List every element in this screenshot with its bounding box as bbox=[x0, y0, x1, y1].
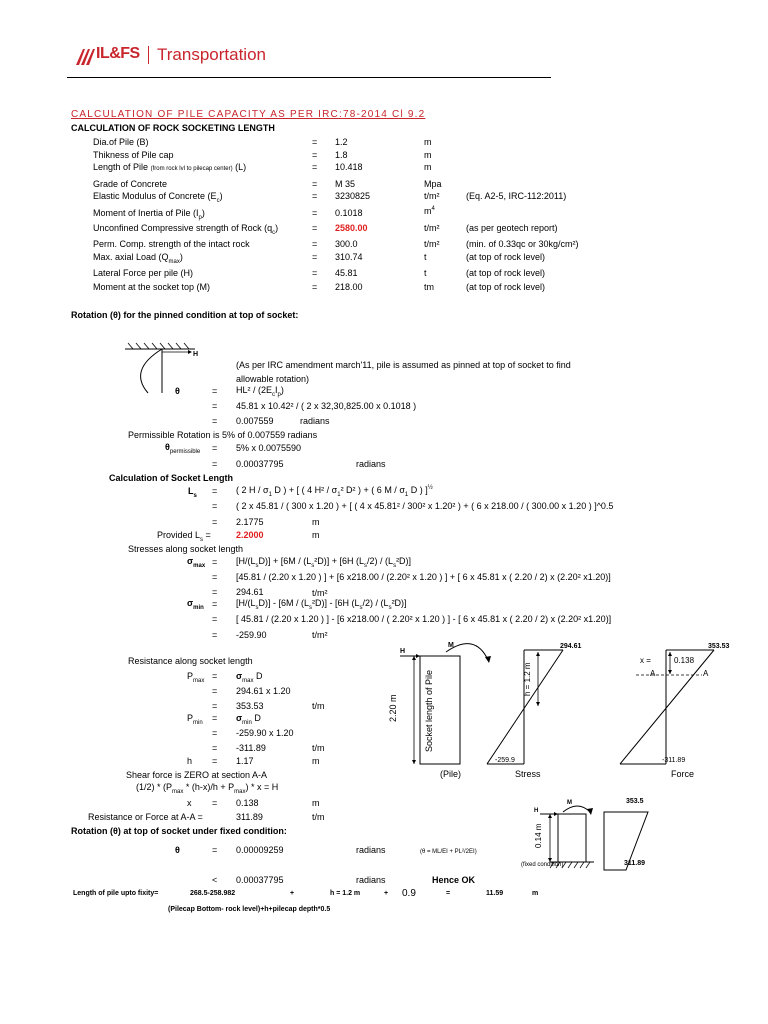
force-x-text: x = bbox=[640, 656, 651, 665]
param-eq: = bbox=[312, 223, 318, 233]
param-unit: $m^4$ bbox=[424, 206, 435, 216]
perm-formula: 5% x 0.0075590 bbox=[236, 443, 302, 453]
smin-label: $\sigma_{min}$ bbox=[187, 598, 204, 611]
param-value: M 35 bbox=[335, 179, 356, 189]
logo-subtext: Transportation bbox=[157, 45, 266, 64]
param-unit: t/m² bbox=[424, 223, 440, 233]
stress-bottom-value: -259.9 bbox=[495, 757, 515, 764]
param-eq: = bbox=[312, 191, 318, 201]
smin-formula: $[H/(L_sD)] - [6M / (L_s^2D)] - [6H$ $(L_s/2) / (L_s^2D)$] bbox=[236, 598, 407, 611]
theta-permissible-label: $\theta_{permissible}$ bbox=[165, 442, 201, 455]
socket-heading: Calculation of Socket Length bbox=[109, 473, 234, 483]
pmax-result: 353.53 bbox=[236, 701, 264, 711]
pile-caption: (Pile) bbox=[440, 769, 462, 779]
theta-symbol: θ bbox=[175, 386, 180, 396]
param-note: (as per geotech report) bbox=[466, 223, 558, 233]
rotation-substitution: 45.81 x 10.42² / ( 2 x 32,30,825.00 x 0.1018 ) bbox=[236, 401, 417, 411]
eq-sign: = bbox=[212, 630, 218, 640]
fixity-note: (Pilecap Bottom- rock level)+h+pilecap depth*0.5 bbox=[168, 906, 331, 913]
fixity-add: 0.9 bbox=[402, 888, 416, 899]
h-unit: m bbox=[312, 756, 320, 766]
param-value: 10.418 bbox=[335, 162, 363, 172]
smax-result: 294.61 bbox=[236, 587, 264, 597]
pmax-formula: $\sigma_{max}$ D bbox=[236, 671, 263, 684]
resistance-heading: Resistance along socket length bbox=[128, 656, 253, 666]
raa-label: Resistance or Force at A-A = bbox=[88, 812, 203, 822]
pmax-substitution: 294.61 x 1.20 bbox=[236, 686, 291, 696]
smin-unit: t/m² bbox=[312, 630, 328, 640]
fig-H-label: H bbox=[193, 351, 199, 358]
pmin-unit: t/m bbox=[312, 743, 325, 753]
param-eq: = bbox=[312, 282, 318, 292]
param-unit: m bbox=[424, 137, 432, 147]
stress-caption: Stress bbox=[515, 769, 541, 779]
perm-result: 0.00037795 bbox=[236, 459, 284, 469]
param-note: (at top of rock level) bbox=[466, 282, 546, 292]
raa-value: 311.89 bbox=[236, 812, 263, 822]
section-subtitle: CALCULATION OF ROCK SOCKETING LENGTH bbox=[71, 123, 275, 133]
stresses-heading: Stresses along socket length bbox=[128, 544, 244, 554]
param-unit: tm bbox=[424, 282, 434, 292]
perm-compare-unit: radians bbox=[356, 875, 386, 885]
eq-sign: = bbox=[212, 416, 218, 426]
param-eq: = bbox=[312, 252, 318, 262]
eq-sign: = bbox=[212, 443, 218, 453]
param-eq: = bbox=[312, 162, 318, 172]
force-A-right: A bbox=[703, 669, 709, 678]
pile-socket-text: Socket length of Pile bbox=[424, 669, 434, 752]
socket-formula: ( 2 H / $\sigma_1$ D ) + [ ( 4 $H^2 / \sigma_1^2$ D² ) + ( 6 M / $\sigma_1$ D ) ]$^{\frac{1}{2}}$ bbox=[236, 485, 433, 498]
force-diagram bbox=[620, 650, 714, 764]
fixed-heading: Rotation (θ) at top of socket under fixed condition: bbox=[71, 826, 287, 836]
pmin-result: -311.89 bbox=[236, 743, 266, 753]
param-note: (Eq. A2-5, IRC-112:2011) bbox=[466, 191, 567, 201]
rotation-result: 0.007559 bbox=[236, 416, 274, 426]
fixed-top-value: 353.5 bbox=[626, 798, 644, 805]
smax-label: $\sigma_{max}$ bbox=[187, 556, 206, 569]
pmin-substitution: -259.90 x 1.20 bbox=[236, 728, 294, 738]
provided-ls-value: 2.2000 bbox=[236, 530, 264, 540]
smax-formula: $[H/(L_sD)] + [6M / (L_s^2D)] + [6H$ $(L_s/2) / (L_s^2D)$] bbox=[236, 556, 412, 569]
param-value: 310.74 bbox=[335, 252, 363, 262]
fixed-M-label: M bbox=[567, 800, 572, 806]
param-value: 45.81 bbox=[335, 268, 358, 278]
eq-sign: = bbox=[212, 557, 218, 567]
lt-sign: < bbox=[212, 875, 218, 885]
eq-sign: = bbox=[212, 845, 218, 855]
eq-sign: = bbox=[212, 713, 218, 723]
fixity-expr: 268.5-258.982 bbox=[190, 890, 236, 897]
rotation-note-2: allowable rotation) bbox=[236, 374, 310, 384]
eq-sign: = bbox=[212, 501, 218, 511]
raa-unit: t/m bbox=[312, 812, 325, 822]
perm-unit: radians bbox=[356, 459, 386, 469]
eq-sign: = bbox=[212, 686, 218, 696]
param-value: 0.1018 bbox=[335, 208, 363, 218]
rotation-unit: radians bbox=[300, 416, 330, 426]
pile-diagram bbox=[400, 644, 491, 764]
pmax-unit: t/m bbox=[312, 701, 325, 711]
logo-text: IL&FS bbox=[96, 45, 140, 62]
fixed-formula-note: (θ = ML/EI + PL²/2EI) bbox=[420, 849, 477, 855]
socket-result: 2.1775 bbox=[236, 517, 264, 527]
stress-top-value: 294.61 bbox=[560, 643, 582, 650]
fixed-rotation-unit: radians bbox=[356, 845, 386, 855]
param-value: 3230825 bbox=[335, 191, 371, 201]
force-x-value: 0.138 bbox=[674, 656, 695, 665]
param-label: Elastic Modulus of Concrete $(E_c)$ bbox=[93, 191, 223, 204]
param-note: (min. of 0.33qc or 30kg/cm²) bbox=[466, 239, 579, 249]
eq-sign: = bbox=[212, 572, 218, 582]
perm-compare-value: 0.00037795 bbox=[236, 875, 284, 885]
param-note: (at top of rock level) bbox=[466, 252, 546, 262]
socket-substitution: ( 2 x 45.81 / ( 300 x 1.20 ) + [ ( 4 x 45.81² / 300² x 1.20² ) + ( 6 x 218.00 / ( 300.00 x 1.20 ) ]^0.5 bbox=[236, 501, 614, 511]
eq-sign: = bbox=[212, 728, 218, 738]
param-unit: Mpa bbox=[424, 179, 442, 189]
pile-M-label: M bbox=[448, 642, 454, 649]
param-label: Moment of Inertia of Pile $(I_p)$ bbox=[93, 208, 205, 221]
param-unit: m bbox=[424, 162, 432, 172]
smax-unit: t/m² bbox=[312, 588, 328, 598]
eq-sign: = bbox=[446, 890, 451, 897]
param-unit: t/m² bbox=[424, 191, 440, 201]
param-unit: m bbox=[424, 150, 432, 160]
fixed-H-label: H bbox=[534, 808, 539, 814]
fixity-plus: + bbox=[290, 890, 295, 897]
shear-equation: $(1/2) * (P_{max} * (h-x)/h + P_{max}) * x = H$ bbox=[136, 782, 279, 795]
force-A-left: A bbox=[650, 669, 656, 678]
param-label: Moment at the socket top (M) bbox=[93, 282, 211, 292]
fixed-dim: 0.14 m bbox=[534, 823, 543, 848]
param-unit: t bbox=[424, 252, 427, 262]
eq-sign: = bbox=[212, 614, 218, 624]
x-label: x bbox=[187, 798, 192, 808]
param-eq: = bbox=[312, 179, 318, 189]
param-label: Perm. Comp. strength of the intact rock bbox=[93, 239, 250, 249]
param-value: 1.8 bbox=[335, 150, 348, 160]
pmax-label: $P_{max}$ bbox=[187, 671, 205, 684]
eq-sign: = bbox=[212, 386, 218, 396]
smin-substitution: [ 45.81 / (2.20 x 1.20 ) ] - [6 x218.00 / ( 2.20² x 1.20 ) ] - [ 6 x 45.81 x ( 2.20 / 2) x (2.20² x1.20)] bbox=[236, 614, 612, 624]
ls-label: $L_s$ bbox=[188, 486, 197, 499]
stress-h-text: h = 1.2 m bbox=[523, 662, 532, 696]
eq-sign: = bbox=[212, 756, 218, 766]
eq-sign: = bbox=[212, 486, 218, 496]
param-value-highlight: 2580.00 bbox=[335, 223, 368, 233]
socket-unit: m bbox=[312, 517, 320, 527]
eq-sign: = bbox=[212, 798, 218, 808]
pile-socket-dim: 2.20 m bbox=[388, 694, 398, 722]
param-eq: = bbox=[312, 268, 318, 278]
param-eq: = bbox=[312, 208, 318, 218]
theta-symbol: θ bbox=[175, 845, 180, 855]
fixity-plus: + bbox=[384, 890, 389, 897]
fixed-rotation-value: 0.00009259 bbox=[236, 845, 284, 855]
fixed-condition-text: (fixed condition) bbox=[521, 862, 564, 868]
eq-sign: = bbox=[212, 743, 218, 753]
param-label: Thikness of Pile cap bbox=[93, 150, 174, 160]
eq-sign: = bbox=[212, 671, 218, 681]
eq-sign: = bbox=[212, 701, 218, 711]
pmin-formula: $\sigma_{min}$ D bbox=[236, 713, 261, 726]
param-label: Dia.of Pile (B) bbox=[93, 137, 149, 147]
result-ok: Hence OK bbox=[432, 875, 476, 885]
param-eq: = bbox=[312, 239, 318, 249]
rotation-formula: $HL^2 / (2E_cI_p)$ bbox=[236, 385, 284, 398]
eq-sign: = bbox=[212, 517, 218, 527]
smax-substitution: [45.81 / (2.20 x 1.20 ) ] + [6 x218.00 / (2.20² x 1.20 ) ] + [ 6 x 45.81 x ( 2.20 / 2) x (2.20² x1.20)] bbox=[236, 572, 611, 582]
param-unit: t/m² bbox=[424, 239, 440, 249]
fixed-bottom-value: 311.89 bbox=[624, 860, 646, 867]
h-value: 1.17 bbox=[236, 756, 254, 766]
fixity-h: h = 1.2 m bbox=[330, 890, 361, 897]
force-top-value: 353.53 bbox=[708, 643, 730, 650]
eq-sign: = bbox=[212, 401, 218, 411]
eq-sign: = bbox=[212, 599, 218, 609]
page-title: CALCULATION OF PILE CAPACITY AS PER IRC:78-2014 Cl 9.2 bbox=[71, 109, 426, 120]
rotation-heading: Rotation (θ) for the pinned condition at top of socket: bbox=[71, 310, 299, 320]
force-caption: Force bbox=[671, 769, 695, 779]
pile-H-label: H bbox=[400, 648, 406, 655]
provided-ls-label: Provided $L_s$ = bbox=[157, 530, 211, 543]
rotation-note-1: (As per IRC amendment march'11, pile is assumed as pinned at top of socket to find bbox=[236, 360, 571, 370]
param-eq: = bbox=[312, 137, 318, 147]
provided-ls-unit: m bbox=[312, 530, 320, 540]
h-label: h bbox=[187, 756, 193, 766]
fixity-label: Length of pile upto fixity= bbox=[73, 890, 159, 897]
pmin-label: $P_{min}$ bbox=[187, 713, 203, 726]
fixity-result: 11.59 bbox=[486, 890, 504, 897]
fixity-unit: m bbox=[532, 890, 539, 897]
param-value: 300.0 bbox=[335, 239, 358, 249]
param-label: Length of Pile (from rock lvl to pilecap center) (L) bbox=[93, 162, 247, 172]
param-note: (at top of rock level) bbox=[466, 268, 546, 278]
shear-zero-line: Shear force is ZERO at section A-A bbox=[126, 770, 268, 780]
eq-sign: = bbox=[212, 587, 218, 597]
smin-result: -259.90 bbox=[236, 630, 267, 640]
x-unit: m bbox=[312, 798, 320, 808]
param-value: 1.2 bbox=[335, 137, 348, 147]
param-label: Max. axial Load $(Q_{max})$ bbox=[93, 252, 183, 265]
param-unit: t bbox=[424, 268, 427, 278]
permissible-rotation-line: Permissible Rotation is 5% of 0.007559 radians bbox=[128, 430, 318, 440]
param-label: Lateral Force per pile (H) bbox=[93, 268, 194, 278]
eq-sign: = bbox=[212, 459, 218, 469]
force-bottom-value: -311.89 bbox=[662, 757, 686, 764]
param-eq: = bbox=[312, 150, 318, 160]
x-value: 0.138 bbox=[236, 798, 259, 808]
param-label: Grade of Concrete bbox=[93, 179, 168, 189]
param-value: 218.00 bbox=[335, 282, 363, 292]
param-label: Unconfined Compressive strength of Rock $(q_c)$ bbox=[93, 223, 279, 236]
